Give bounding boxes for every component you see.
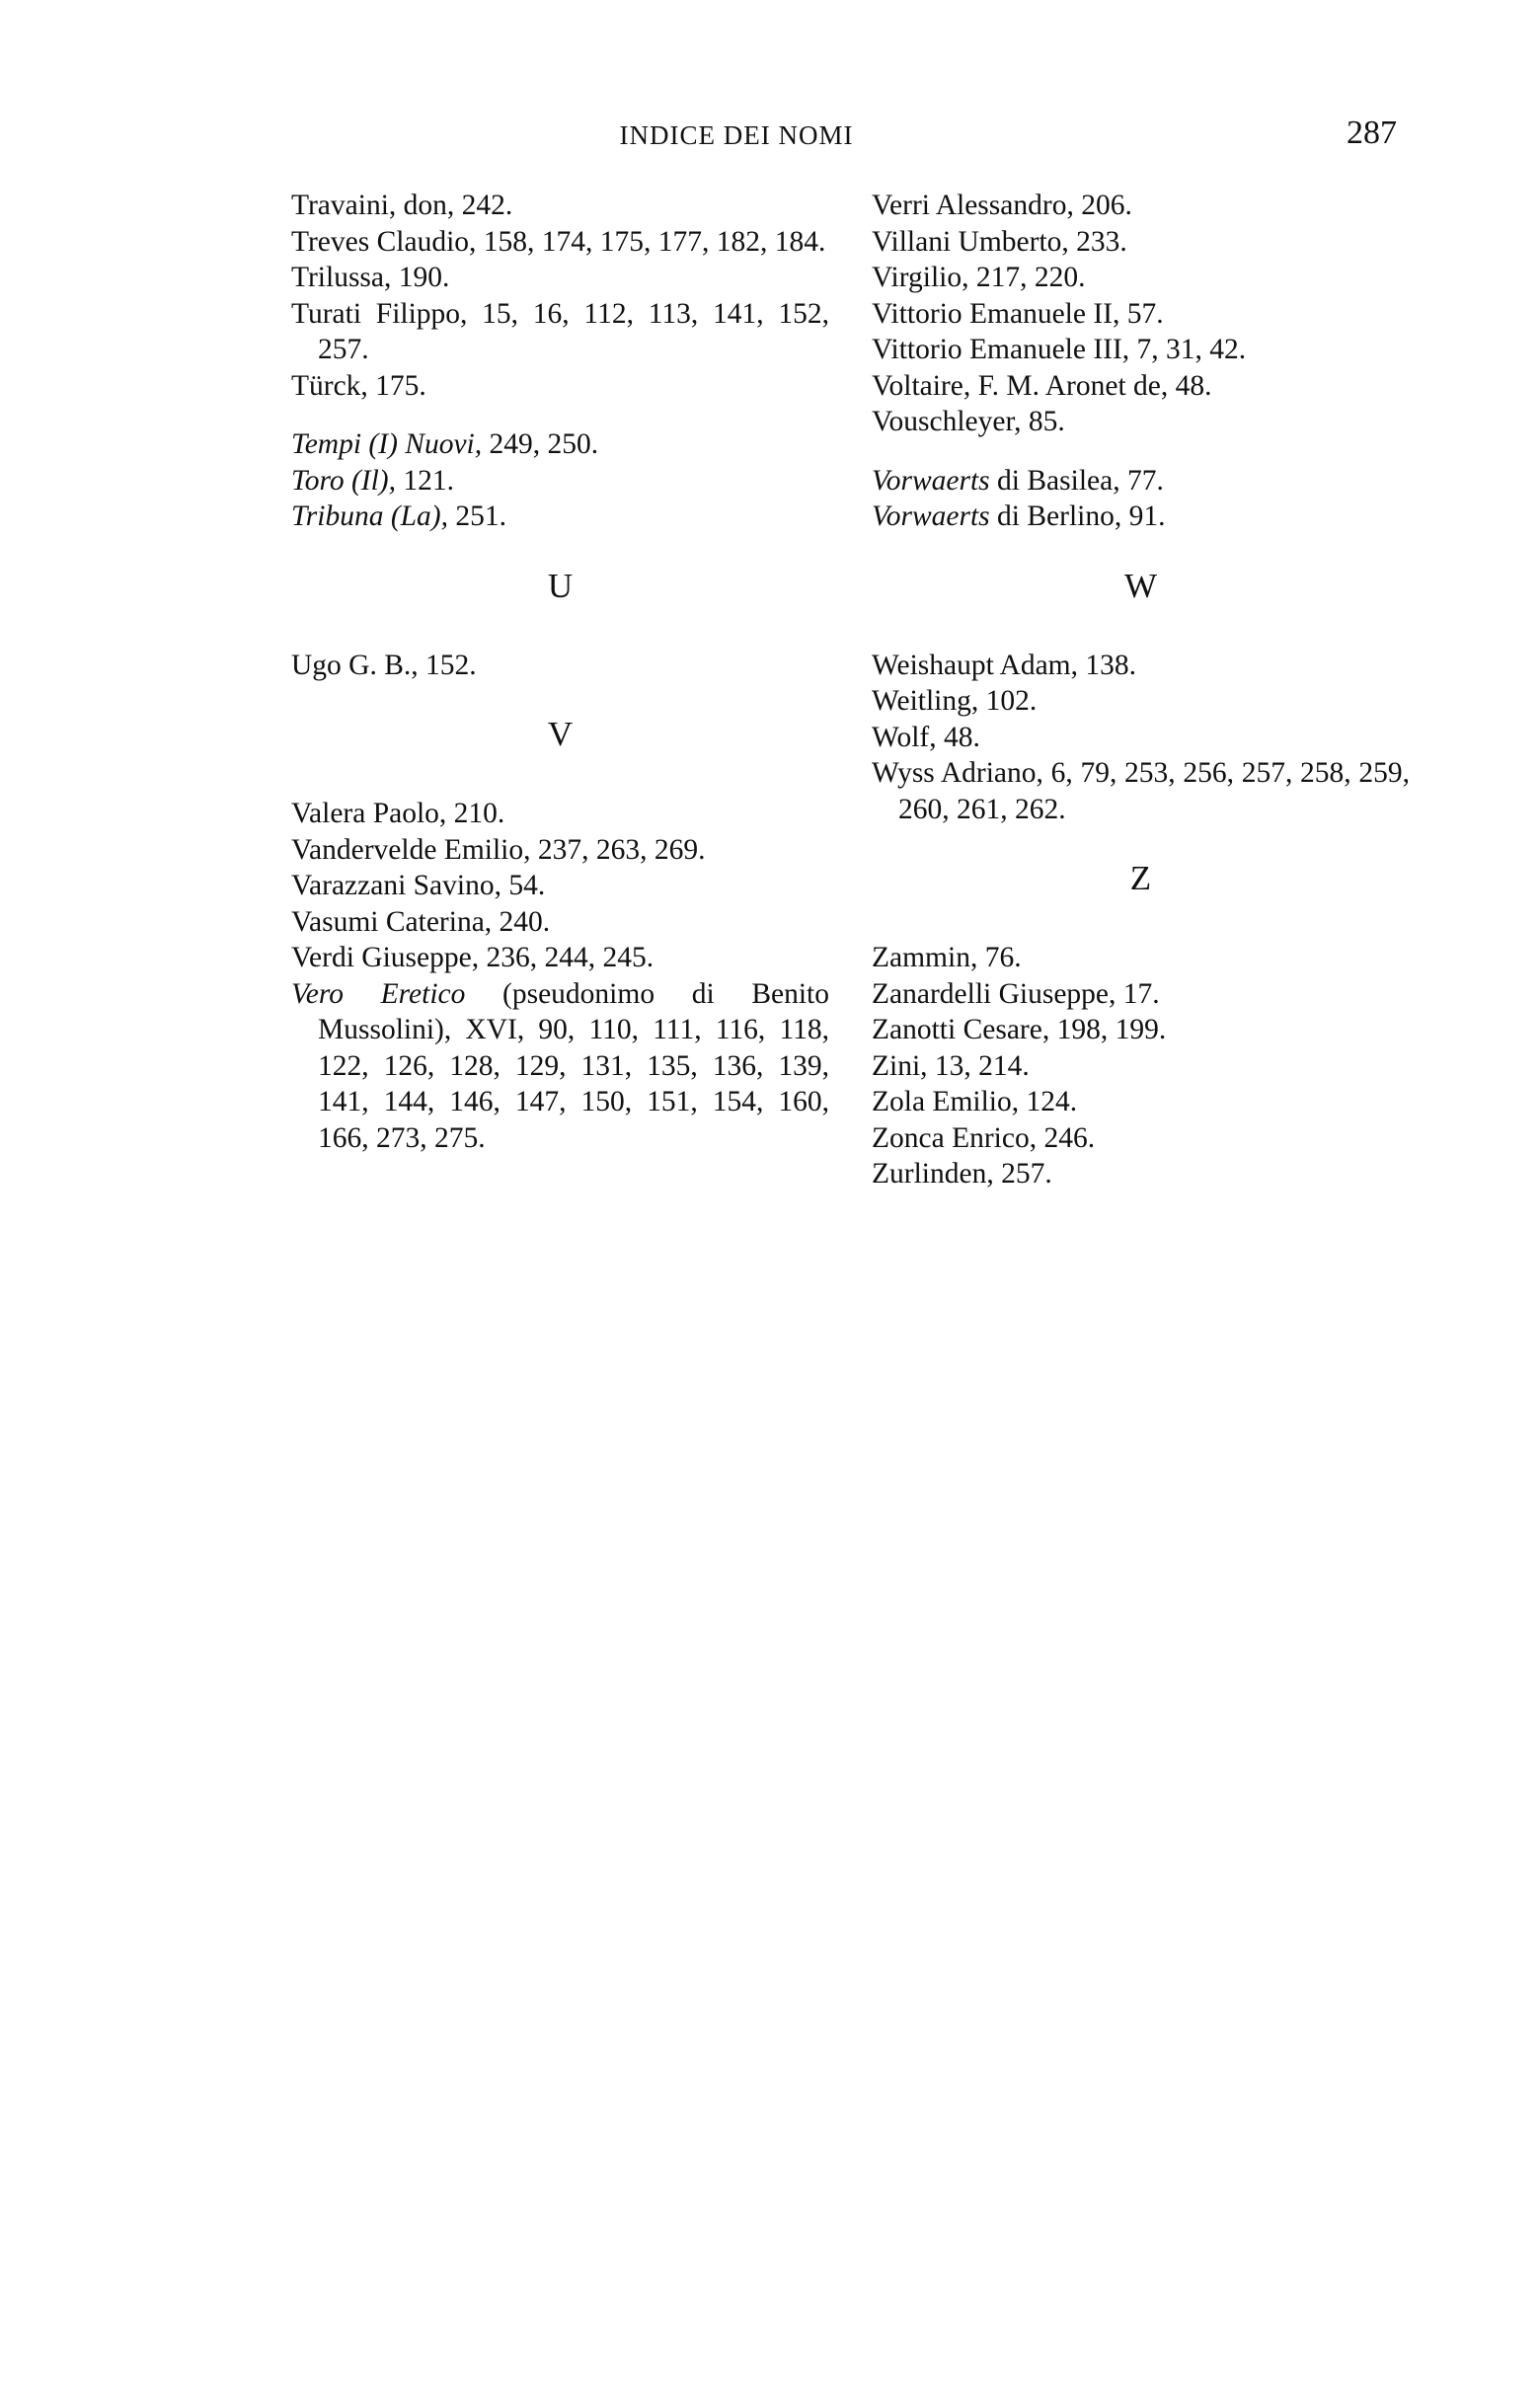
index-entry: Vittorio Emanuele II, 57. — [872, 297, 1164, 330]
index-entry: Villani Umberto, 233. — [872, 225, 1127, 258]
index-group-t — [291, 188, 829, 404]
index-group-v — [291, 796, 829, 1156]
group-gap — [291, 404, 829, 426]
index-entry: Zola Emilio, 124. — [872, 1086, 1078, 1117]
index-entry-periodical — [872, 463, 1410, 500]
index-entry: Vandervelde Emilio, 237, 263, 269. — [291, 833, 706, 866]
periodical-pages: 121. — [396, 464, 455, 497]
index-entry-periodical — [291, 499, 829, 535]
index-entry: Turati Filippo, 15, 16, 112, 113, 141, 152, 257. — [291, 297, 829, 365]
index-entry: Vittorio Emanuele III, 7, 31, 42. — [872, 334, 1247, 365]
index-entry: Trilussa, 190. — [291, 262, 450, 293]
page-number: 287 — [1347, 115, 1397, 151]
periodical-pages: di Berlino, 91. — [989, 500, 1166, 532]
index-entry: Wolf, 48. — [872, 721, 980, 753]
index-entry: Türck, 175. — [291, 369, 426, 402]
index-entry: Verri Alessandro, 206. — [872, 190, 1132, 221]
periodical-title: Vorwaerts — [872, 464, 990, 497]
index-entry: Vasumi Caterina, 240. — [291, 905, 551, 938]
periodical-title: Toro (Il), — [291, 464, 397, 497]
periodical-pages: 249, 250. — [482, 428, 599, 460]
periodical-title: Vorwaerts — [872, 500, 990, 532]
section-letter-z: Z — [1129, 859, 1152, 897]
index-entry: Vouschleyer, 85. — [872, 406, 1065, 437]
index-entry: Zammin, 76. — [872, 942, 1022, 973]
index-group-z — [872, 940, 1410, 1192]
index-entry: Varazzani Savino, 54. — [291, 870, 546, 901]
index-entry: Treves Claudio, 158, 174, 175, 177, 182, 184. — [291, 225, 826, 258]
section-letter-v: V — [547, 715, 574, 753]
running-title: INDICE DEI NOMI — [619, 120, 854, 150]
index-column-left — [291, 188, 829, 1156]
index-entry: Weishaupt Adam, 138. — [872, 649, 1137, 681]
index-group-w — [872, 648, 1410, 828]
periodical-pages: di Basilea, 77. — [989, 464, 1164, 497]
index-column-right — [872, 188, 1410, 1192]
periodical-title: Tempi (I) Nuovi, — [291, 428, 483, 460]
index-entry-vero-eretico — [291, 976, 829, 1157]
index-entry: Zanardelli Giuseppe, 17. — [872, 977, 1160, 1010]
index-group-t-periodicals — [291, 426, 829, 535]
periodical-pages: 251. — [448, 500, 507, 532]
index-entry: Verdi Giuseppe, 236, 244, 245. — [291, 942, 654, 973]
group-gap — [872, 440, 1410, 463]
entry-pages: (pseudonimo di Benito Mussolini), XVI, 90, 110, 111, 116, 118, 122, 126, 128, 129, 131, 135, 136, 139, 141, 144, 146, 147, 150, 151, 154, 160, 166, 273, 275. — [318, 977, 829, 1154]
index-entry: Virgilio, 217, 220. — [872, 262, 1086, 293]
periodical-title: Vero Eretico — [291, 977, 466, 1010]
index-entry: Zanotti Cesare, 198, 199. — [872, 1014, 1167, 1045]
index-entry-periodical — [872, 499, 1410, 535]
index-entry: Zurlinden, 257. — [872, 1158, 1052, 1190]
index-entry: Travaini, don, 242. — [291, 190, 513, 221]
index-entry: Zini, 13, 214. — [872, 1049, 1030, 1082]
index-entry-periodical — [291, 426, 829, 463]
index-entry: Zonca Enrico, 246. — [872, 1121, 1096, 1154]
index-entry-periodical — [291, 463, 829, 500]
index-group-v-periodicals — [872, 463, 1410, 535]
index-entry: Wyss Adriano, 6, 79, 253, 256, 257, 258, 259, 260, 261, 262. — [872, 757, 1410, 825]
index-entry: Valera Paolo, 210. — [291, 798, 505, 829]
index-group-u — [291, 648, 829, 684]
periodical-title: Tribuna (La), — [291, 500, 449, 532]
section-letter-w: W — [1123, 566, 1158, 605]
section-letter-u: U — [547, 566, 574, 605]
index-entry: Voltaire, F. M. Aronet de, 48. — [872, 369, 1212, 402]
index-entry: Ugo G. B., 152. — [291, 649, 477, 681]
index-entry: Weitling, 102. — [872, 685, 1038, 717]
index-group-v-cont — [872, 188, 1410, 440]
